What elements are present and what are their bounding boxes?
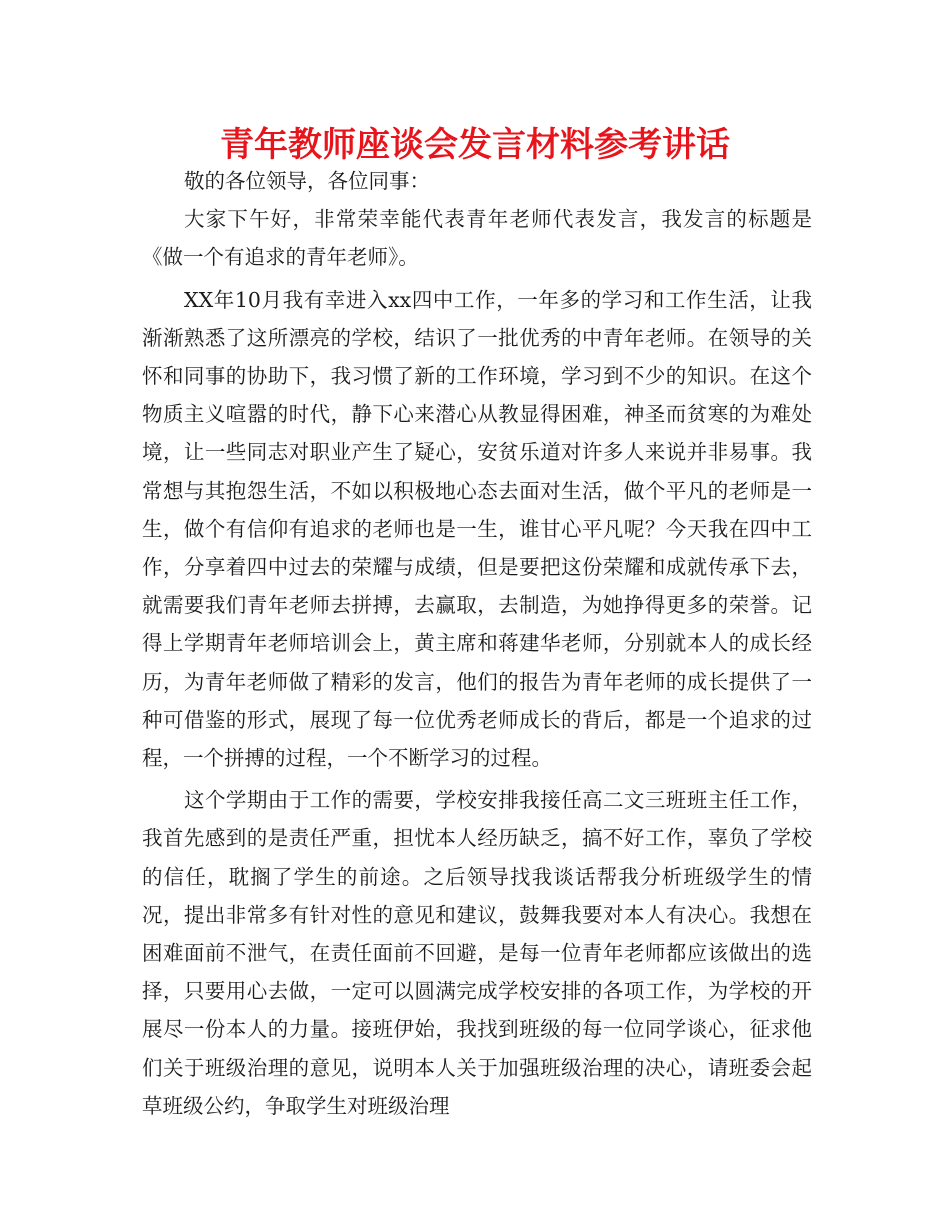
paragraph-greeting: 大家下午好，非常荣幸能代表青年老师代表发言，我发言的标题是《做一个有追求的青年老师》。 <box>142 207 812 270</box>
paragraph-experience: XX年10月我有幸进入xx四中工作，一年多的学习和工作生活，让我渐渐熟悉了这所漂亮的学校，结识了一批优秀的中青年老师。在领导的关怀和同事的协助下，我习惯了新的工作环境，学习到不少的知识。在这个物质主义喧嚣的时代，静下心来潜心从教显得困难，神圣而贫寒的为难处境，让一些同志对职业产生了疑心，安贫乐道对许多人来说并非易事。我常想与其抱怨生活，不如以积极地心态去面对生活，做个平凡的老师是一生，做个有信仰有追求的老师也是一生，谁甘心平凡呢？今天我在四中工作，分享着四中过去的荣耀与成绩，但是要把这份荣耀和成就传承下去，就需要我们青年老师去拼搏，去赢取，去制造，为她挣得更多的荣誉。记得上学期青年老师培训会上，黄主席和蒋建华老师，分别就本人的成长经历，为青年老师做了精彩的发言，他们的报告为青年老师的成长提供了一种可借鉴的形式，展现了每一位优秀老师成长的背后，都是一个追求的过程，一个拼搏的过程，一个不断学习的过程。 <box>142 287 812 771</box>
document-title: 青年教师座谈会发言材料参考讲话 <box>220 125 730 165</box>
document-body <box>142 162 812 1125</box>
paragraph-salutation: 敬的各位领导，各位同事： <box>184 169 430 193</box>
paragraph-class-teacher: 这个学期由于工作的需要，学校安排我接任高二文三班班主任工作，我首先感到的是责任严重，担忧本人经历缺乏，搞不好工作，辜负了学校的信任，耽搁了学生的前途。之后领导找我谈话帮我分析班级学生的情况，提出非常多有针对性的意见和建议，鼓舞我要对本人有决心。我想在困难面前不泄气，在责任面前不回避，是每一位青年老师都应该做出的选择，只要用心去做，一定可以圆满完成学校安排的各项工作，为学校的开展尽一份本人的力量。接班伊始，我找到班级的每一位同学谈心，征求他们关于班级治理的意见，说明本人关于加强班级治理的决心，请班委会起草班级公约，争取学生对班级治理 <box>142 788 812 1118</box>
